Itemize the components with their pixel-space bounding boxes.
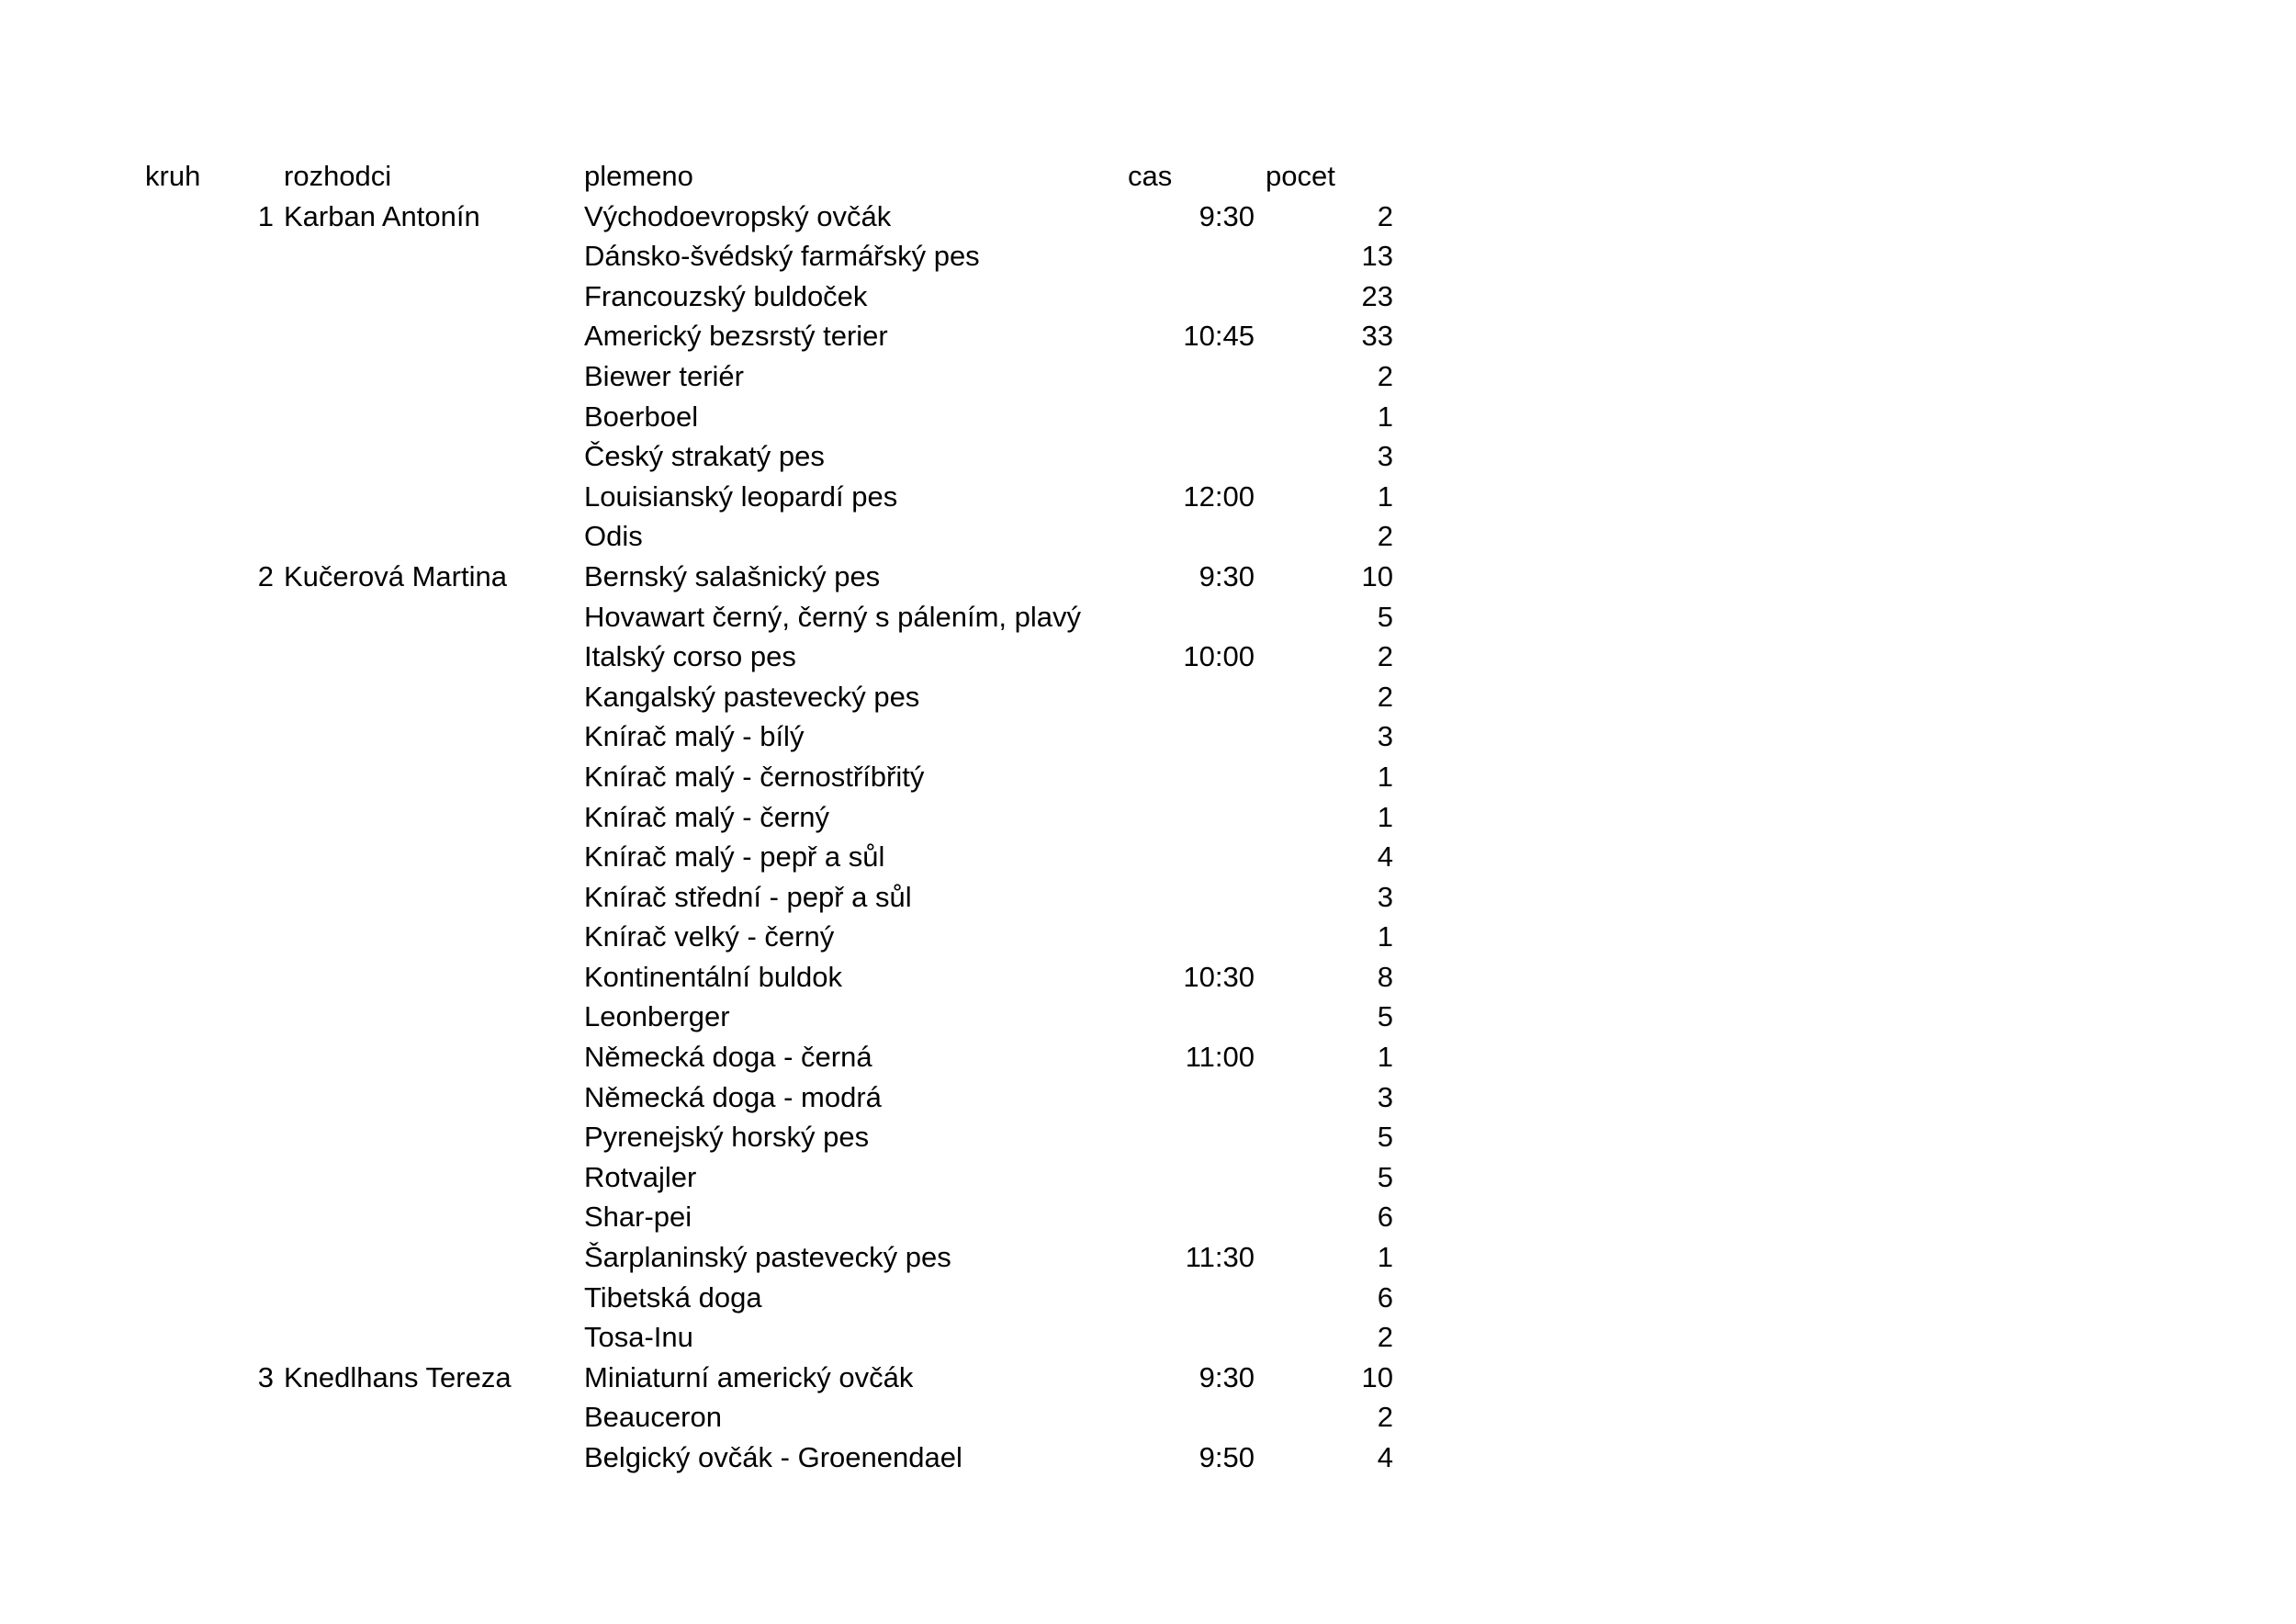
table-row — [0, 637, 1469, 677]
table-row — [0, 197, 1469, 237]
table-row — [0, 276, 1469, 317]
breed-cell: Český strakatý pes — [584, 440, 825, 473]
count-cell: 2 — [1377, 520, 1393, 553]
header-cas: cas — [1128, 160, 1173, 192]
breed-cell: Americký bezsrstý terier — [584, 320, 888, 353]
breed-cell: Pyrenejský horský pes — [584, 1121, 870, 1154]
table-row — [0, 1077, 1469, 1118]
time-cell: 9:50 — [1199, 1441, 1255, 1473]
time-cell: 9:30 — [1199, 559, 1255, 592]
breed-cell: Louisianský leopardí pes — [584, 479, 898, 513]
schedule-table — [0, 156, 1469, 1478]
count-cell: 6 — [1377, 1280, 1393, 1314]
breed-cell: Knírač malý - pepř a sůl — [584, 840, 885, 874]
table-row — [0, 957, 1469, 998]
breed-cell: Francouzský buldoček — [584, 279, 868, 312]
time-cell: 10:30 — [1183, 960, 1255, 993]
breed-cell: Kontinentální buldok — [584, 960, 842, 993]
time-cell: 9:30 — [1199, 1360, 1255, 1393]
count-cell: 8 — [1377, 960, 1393, 993]
table-row — [0, 877, 1469, 918]
breed-cell: Biewer teriér — [584, 359, 744, 392]
count-cell: 13 — [1361, 240, 1393, 273]
breed-cell: Knírač malý - černostříbřitý — [584, 760, 925, 793]
breed-cell: Dánsko-švédský farmářský pes — [584, 240, 980, 273]
count-cell: 2 — [1377, 359, 1393, 392]
table-row — [0, 1157, 1469, 1198]
count-cell: 1 — [1377, 920, 1393, 953]
breed-cell: Belgický ovčák - Groenendael — [584, 1441, 962, 1473]
table-row — [0, 1117, 1469, 1157]
table-row — [0, 797, 1469, 838]
table-row — [0, 316, 1469, 356]
table-row — [0, 917, 1469, 957]
header-kruh: kruh — [145, 160, 201, 192]
count-cell: 3 — [1377, 1080, 1393, 1113]
count-cell: 3 — [1377, 880, 1393, 913]
breed-cell: Šarplaninský pastevecký pes — [584, 1241, 951, 1274]
table-row — [0, 236, 1469, 276]
table-row — [0, 1237, 1469, 1278]
count-cell: 10 — [1361, 1360, 1393, 1393]
count-cell: 5 — [1377, 1160, 1393, 1193]
breed-cell: Beauceron — [584, 1401, 722, 1434]
table-row — [0, 1317, 1469, 1358]
count-cell: 1 — [1377, 760, 1393, 793]
count-cell: 4 — [1377, 840, 1393, 874]
breed-cell: Odis — [584, 520, 643, 553]
breed-cell: Boerboel — [584, 400, 699, 433]
count-cell: 2 — [1377, 1321, 1393, 1354]
judge-cell: Karban Antonín — [284, 199, 480, 232]
count-cell: 5 — [1377, 1121, 1393, 1154]
table-row — [0, 1358, 1469, 1398]
count-cell: 2 — [1377, 680, 1393, 713]
judge-cell: Kučerová Martina — [284, 559, 507, 592]
table-row — [0, 757, 1469, 797]
table-row — [0, 397, 1469, 437]
ring-number-cell: 2 — [257, 559, 274, 592]
time-cell: 11:30 — [1185, 1241, 1255, 1274]
table-row — [0, 1397, 1469, 1438]
header-plemeno: plemeno — [584, 160, 693, 192]
count-cell: 5 — [1377, 600, 1393, 633]
count-cell: 1 — [1377, 479, 1393, 513]
breed-cell: Německá doga - černá — [584, 1041, 872, 1074]
table-row — [0, 1037, 1469, 1077]
table-row — [0, 1438, 1469, 1478]
breed-cell: Kangalský pastevecký pes — [584, 680, 920, 713]
breed-cell: Leonberger — [584, 1000, 730, 1033]
table-row — [0, 837, 1469, 877]
table-row — [0, 997, 1469, 1037]
breed-cell: Hovawart černý, černý s pálením, plavý — [584, 600, 1081, 633]
breed-cell: Knírač malý - bílý — [584, 720, 805, 753]
breed-cell: Miniaturní americký ovčák — [584, 1360, 914, 1393]
table-row — [0, 597, 1469, 637]
breed-cell: Knírač střední - pepř a sůl — [584, 880, 912, 913]
count-cell: 1 — [1377, 400, 1393, 433]
count-cell: 23 — [1361, 279, 1393, 312]
count-cell: 6 — [1377, 1201, 1393, 1234]
breed-cell: Německá doga - modrá — [584, 1080, 882, 1113]
breed-cell: Knírač malý - černý — [584, 800, 830, 833]
breed-cell: Shar-pei — [584, 1201, 692, 1234]
table-row — [0, 477, 1469, 517]
breed-cell: Rotvajler — [584, 1160, 697, 1193]
count-cell: 1 — [1377, 1241, 1393, 1274]
count-cell: 2 — [1377, 640, 1393, 673]
count-cell: 33 — [1361, 320, 1393, 353]
table-row — [0, 356, 1469, 397]
table-row — [0, 677, 1469, 717]
table-row — [0, 436, 1469, 477]
breed-cell: Knírač velký - černý — [584, 920, 835, 953]
table-row — [0, 716, 1469, 757]
count-cell: 4 — [1377, 1441, 1393, 1473]
table-row — [0, 557, 1469, 597]
judge-cell: Knedlhans Tereza — [284, 1360, 512, 1393]
count-cell: 5 — [1377, 1000, 1393, 1033]
count-cell: 3 — [1377, 440, 1393, 473]
count-cell: 2 — [1377, 1401, 1393, 1434]
header-pocet: pocet — [1266, 160, 1335, 192]
breed-cell: Bernský salašnický pes — [584, 559, 881, 592]
header-rozhodci: rozhodci — [284, 160, 392, 192]
breed-cell: Italský corso pes — [584, 640, 796, 673]
count-cell: 1 — [1377, 800, 1393, 833]
ring-number-cell: 3 — [257, 1360, 274, 1393]
time-cell: 10:00 — [1183, 640, 1255, 673]
header-row — [0, 156, 1469, 197]
ring-number-cell: 1 — [257, 199, 274, 232]
breed-cell: Tibetská doga — [584, 1280, 762, 1314]
breed-cell: Východoevropský ovčák — [584, 199, 892, 232]
table-row — [0, 1278, 1469, 1318]
table-row — [0, 1197, 1469, 1237]
time-cell: 11:00 — [1185, 1041, 1255, 1074]
table-row — [0, 516, 1469, 557]
time-cell: 10:45 — [1183, 320, 1255, 353]
table-body — [0, 197, 1469, 1478]
time-cell: 9:30 — [1199, 199, 1255, 232]
count-cell: 1 — [1377, 1041, 1393, 1074]
count-cell: 2 — [1377, 199, 1393, 232]
breed-cell: Tosa-Inu — [584, 1321, 693, 1354]
count-cell: 10 — [1361, 559, 1393, 592]
count-cell: 3 — [1377, 720, 1393, 753]
time-cell: 12:00 — [1183, 479, 1255, 513]
